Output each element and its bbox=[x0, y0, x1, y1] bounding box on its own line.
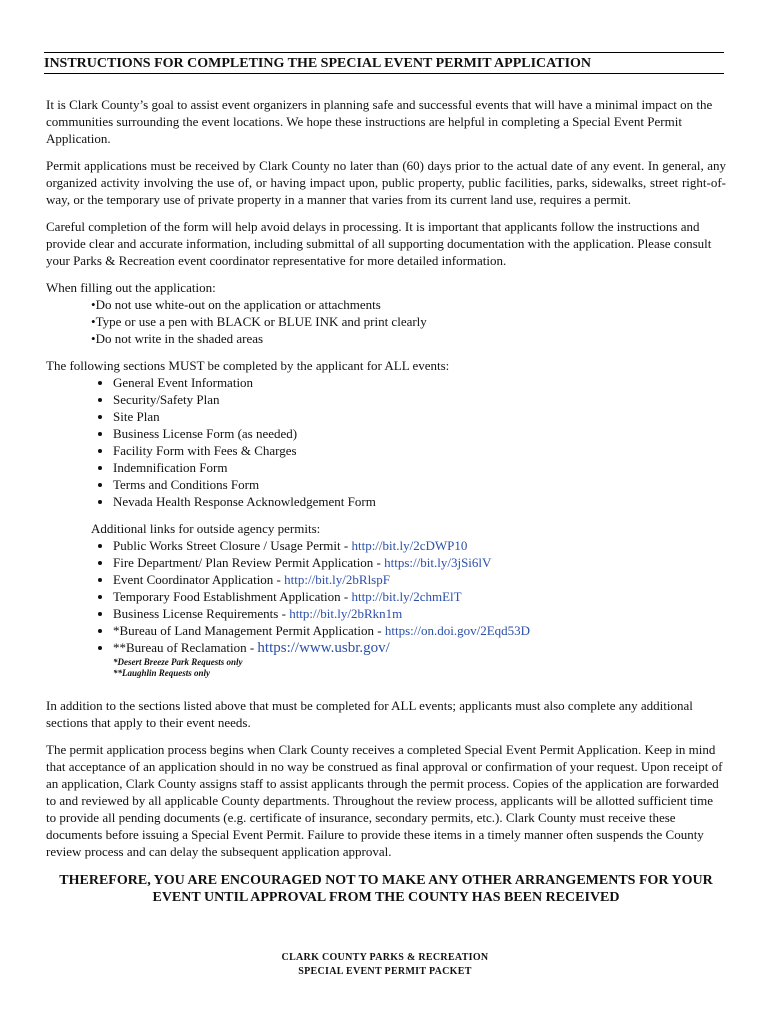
event-coordinator-link[interactable]: http://bit.ly/2bRlspF bbox=[284, 572, 390, 587]
fire-department-link[interactable]: https://bit.ly/3jSi6lV bbox=[384, 555, 492, 570]
page-title: INSTRUCTIONS FOR COMPLETING THE SPECIAL EVENT PERMIT APPLICATION bbox=[44, 56, 724, 74]
temporary-food-link[interactable]: http://bit.ly/2chmElT bbox=[351, 589, 462, 604]
link-label: Temporary Food Establishment Application - bbox=[113, 589, 352, 604]
required-sections-list bbox=[46, 374, 726, 510]
link-item bbox=[113, 639, 726, 657]
link-notes bbox=[46, 657, 726, 679]
public-works-link[interactable]: http://bit.ly/2cDWP10 bbox=[351, 538, 468, 553]
top-rule bbox=[44, 52, 724, 53]
approval-warning-line1: THEREFORE, YOU ARE ENCOURAGED NOT TO MAKE ANY OTHER ARRANGEMENTS FOR YOUR bbox=[59, 873, 713, 888]
link-item bbox=[113, 605, 726, 622]
footer-line1: CLARK COUNTY PARKS & RECREATION bbox=[281, 952, 489, 963]
reclamation-link[interactable]: https://www.usbr.gov/ bbox=[257, 640, 390, 656]
list-item: • Indemnification Form bbox=[113, 459, 726, 476]
link-item bbox=[113, 571, 726, 588]
link-item bbox=[113, 622, 726, 639]
agency-links-list bbox=[46, 537, 726, 657]
link-item bbox=[113, 588, 726, 605]
additional-sections-paragraph: In addition to the sections listed above that must be completed for ALL events; applicants must also complete any additional sections that apply to their event needs. bbox=[46, 698, 693, 730]
deadline-paragraph: Permit applications must be received by Clark County no later than (60) days prior to the actual date of any event. In general, any organized activity involving the use of, or having impact upon, public property, public facilities, parks, sidewalks, street right-of-way, or the temporary use of private property in a manner that varies from its current land use, requires a permit. bbox=[46, 158, 726, 207]
document-body bbox=[46, 96, 726, 906]
list-item: • Security/Safety Plan bbox=[113, 391, 726, 408]
footer-line2: SPECIAL EVENT PERMIT PACKET bbox=[298, 966, 472, 977]
note-laughlin: **Laughlin Requests only bbox=[113, 668, 211, 678]
list-item: • Facility Form with Fees & Charges bbox=[113, 442, 726, 459]
careful-completion-paragraph: Careful completion of the form will help avoid delays in processing. It is important that applicants follow the instructions and provide clear and accurate information, including submittal of all supporting documentation with the application. Please consult your Parks & Recreation event coordinator representative for more detailed information. bbox=[46, 219, 712, 268]
list-item: • Nevada Health Response Acknowledgement Form bbox=[113, 493, 726, 510]
link-label: *Bureau of Land Management Permit Application - bbox=[113, 623, 385, 638]
page-footer bbox=[0, 951, 770, 979]
link-item bbox=[113, 554, 726, 571]
link-label: Fire Department/ Plan Review Permit Application - bbox=[113, 555, 385, 570]
blm-permit-link[interactable]: https://on.doi.gov/2Eqd53D bbox=[384, 623, 531, 638]
list-item: • Site Plan bbox=[113, 408, 726, 425]
link-label: Public Works Street Closure / Usage Permit - bbox=[113, 538, 352, 553]
list-item: • General Event Information bbox=[113, 374, 726, 391]
process-paragraph: The permit application process begins when Clark County receives a completed Special Event Permit Application. Keep in mind that acceptance of an application should in no way be construed as final approval or confirmation of your request. Upon receipt of an application, Clark County assigns staff to assist applicants through the permit process. Copies of the application are forwarded to and reviewed by all applicable County departments. Throughout the review process, applicants will be allotted sufficient time to provide all pending documents (e.g. certificate of insurance, secondary permits, etc.). Clark County must receive these documents before issuing a Special Event Permit. Failure to provide these items in a timely manner often suspends the County review process and can delay the subsequent application approval. bbox=[46, 742, 723, 859]
link-item bbox=[113, 537, 726, 554]
links-intro: Additional links for outside agency permits: bbox=[91, 521, 321, 536]
sections-intro: The following sections MUST be completed by the applicant for ALL events: bbox=[46, 358, 450, 373]
approval-warning bbox=[46, 872, 726, 906]
list-item: • Type or use a pen with BLACK or BLUE INK and print clearly bbox=[91, 313, 726, 330]
business-license-link[interactable]: http://bit.ly/2bRkn1m bbox=[289, 606, 403, 621]
link-label: Business License Requirements - bbox=[113, 606, 290, 621]
intro-paragraph: It is Clark County’s goal to assist event organizers in planning safe and successful events that will have a minimal impact on the communities surrounding the event locations. We hope these instructions are helpful in completing a Special Event Permit Application. bbox=[46, 97, 713, 146]
approval-warning-line2: EVENT UNTIL APPROVAL FROM THE COUNTY HAS BEEN RECEIVED bbox=[152, 890, 620, 905]
link-label: Event Coordinator Application - bbox=[113, 572, 285, 587]
list-item: • Do not write in the shaded areas bbox=[91, 330, 726, 347]
list-item: • Terms and Conditions Form bbox=[113, 476, 726, 493]
list-item: • Do not use white-out on the application or attachments bbox=[91, 296, 726, 313]
note-desert-breeze: *Desert Breeze Park Requests only bbox=[113, 657, 243, 667]
filling-intro: When filling out the application: bbox=[46, 280, 216, 295]
link-label: **Bureau of Reclamation - bbox=[113, 640, 258, 655]
list-item: • Business License Form (as needed) bbox=[113, 425, 726, 442]
filling-list bbox=[91, 296, 726, 347]
